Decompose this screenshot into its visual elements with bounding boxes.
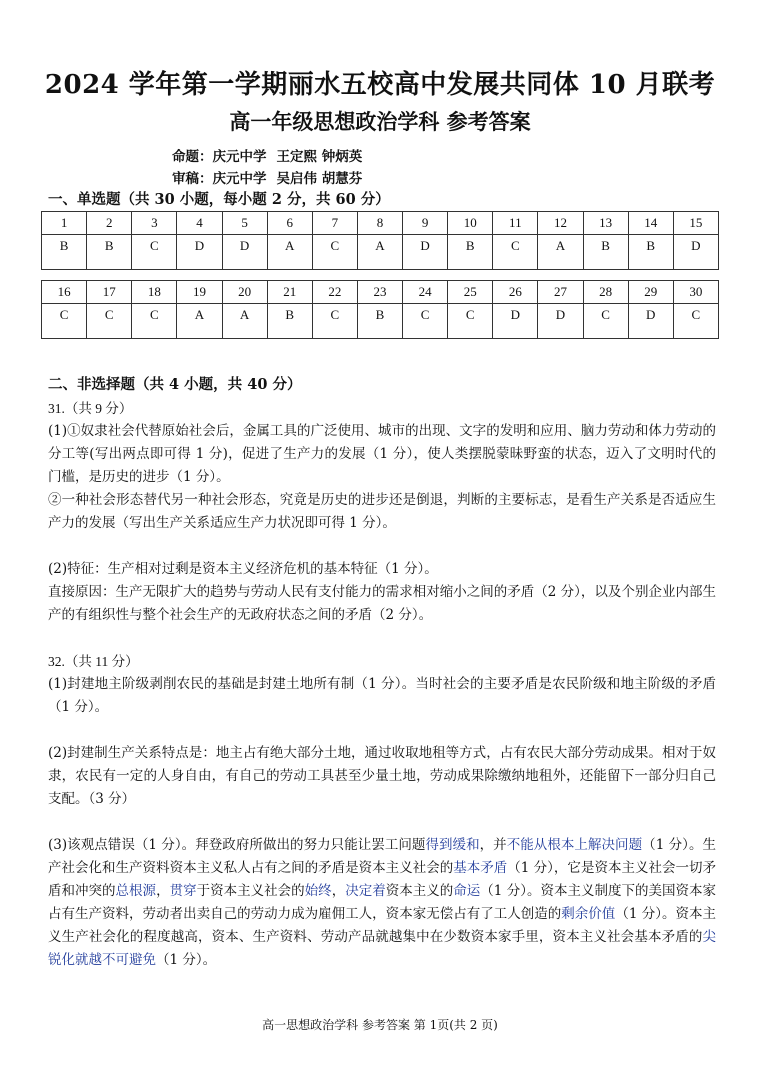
q31-label: 31.（共 9 分） <box>48 401 133 416</box>
exam-title: 2024 学年第一学期丽水五校高中发展共同体 10 月联考 <box>44 70 716 100</box>
q32-p3-text: （1 分）。 <box>156 952 217 968</box>
q32-p3-text: ， <box>156 883 170 899</box>
question-number-cell: 16 <box>42 281 87 304</box>
reviewer-school: 庆元中学 <box>212 171 267 187</box>
keyword-highlight: 尖锐化就越不可避免 <box>48 929 716 968</box>
answer-key-cell: C <box>312 235 357 270</box>
answer-key-cell: A <box>357 235 402 270</box>
q31-part1-paragraph: (1)①奴隶社会代替原始社会后，金属工具的广泛使用、城市的出现、文字的发明和应用、脑力劳动和体力劳动的分工等(写出两点即可得 1 分)，促进了生产力的发展（1 分），使人类摆脱蒙昧野蛮的状态，迈入了文明时代的门槛，是历史的进步（1 分）。 <box>48 423 716 485</box>
question-number-cell: 10 <box>448 212 493 235</box>
question-number-cell: 25 <box>448 281 493 304</box>
answer-key-cell: D <box>628 304 673 339</box>
exam-subtitle: 高一年级思想政治学科 参考答案 <box>229 109 531 134</box>
keyword-highlight: 不能从根本上解决问题 <box>506 837 643 853</box>
answer-key-cell: B <box>448 235 493 270</box>
question-number-cell: 9 <box>403 212 448 235</box>
question-number-cell: 7 <box>312 212 357 235</box>
answer-body <box>48 397 716 972</box>
keyword-highlight: 决定着 <box>345 883 386 899</box>
question-number-row <box>42 281 719 304</box>
q31-part2-cause: 直接原因：生产无限扩大的趋势与劳动人民有支付能力的需求相对缩小之间的矛盾（2 分），以及个别企业内部生产的有组织性与整个社会生产的无政府状态之间的矛盾（2 分）。 <box>48 584 716 623</box>
answer-key-cell: C <box>312 304 357 339</box>
answer-key-cell: C <box>87 304 132 339</box>
question-number-cell: 8 <box>357 212 402 235</box>
answer-key-cell: B <box>42 235 87 270</box>
reviewer-names: 吴启伟 胡慧芬 <box>276 171 363 187</box>
q32-p3-text: （1 分）。资本主义制度下的美国资本家占有生产资料，劳动者出卖自己的劳动力成为雇佣工人，资本家无偿占有了工人创造的 <box>48 883 717 922</box>
q32-part1-paragraph: (1)封建地主阶级剥削农民的基础是封建土地所有制（1 分）。当时社会的主要矛盾是农民阶级和地主阶级的矛盾（1 分）。 <box>48 676 716 715</box>
q32-p3-text: ， <box>331 883 346 899</box>
answer-key-cell: C <box>583 304 628 339</box>
reviewer-label: 审稿： <box>172 171 213 187</box>
q32-p3-text: （1 分）。资本主义生产社会化的程度越高，资本、生产资料、劳动产品就越集中在少数资本家手里，资本主义社会基本矛盾的 <box>48 906 716 945</box>
proposer-line <box>172 145 362 165</box>
question-number-cell: 26 <box>493 281 538 304</box>
question-number-cell: 6 <box>267 212 312 235</box>
answer-key-row <box>42 235 719 270</box>
keyword-highlight: 始终 <box>304 883 332 899</box>
question-number-row <box>42 212 719 235</box>
answer-key-cell: D <box>222 235 267 270</box>
q32-p3-text: ，并 <box>479 837 507 853</box>
answer-key-cell: C <box>132 304 177 339</box>
answer-key-cell: D <box>538 304 583 339</box>
answer-key-cell: C <box>132 235 177 270</box>
reviewer-line <box>172 167 362 187</box>
question-number-cell: 24 <box>403 281 448 304</box>
answer-key-cell: A <box>267 235 312 270</box>
table-spacer-row <box>42 270 719 281</box>
question-number-cell: 11 <box>493 212 538 235</box>
answer-key-cell: D <box>403 235 448 270</box>
keyword-highlight: 总根源 <box>115 883 157 899</box>
q32-part2-paragraph: (2)封建制生产关系特点是：地主占有绝大部分土地，通过收取地租等方式，占有农民大部分劳动成果。相对于奴隶，农民有一定的人身自由，有自己的劳动工具甚至少量土地，劳动成果除缴纳地租外，还能留下一部分归自己支配。（3 分） <box>48 745 716 807</box>
proposer-label: 命题： <box>172 149 213 165</box>
section1-heading: 一、单选题（共 30 小题，每小题 2 分，共 60 分） <box>48 191 390 208</box>
question-number-cell: 13 <box>583 212 628 235</box>
question-number-cell: 18 <box>132 281 177 304</box>
answer-table <box>41 211 719 339</box>
question-number-cell: 29 <box>628 281 673 304</box>
answer-key-cell: C <box>42 304 87 339</box>
question-number-cell: 15 <box>673 212 718 235</box>
question-number-cell: 23 <box>357 281 402 304</box>
proposer-names: 王定熙 钟炳英 <box>276 149 363 165</box>
answer-key-cell: C <box>493 235 538 270</box>
q32-label: 32.（共 11 分） <box>48 654 139 669</box>
proposer-school: 庆元中学 <box>212 149 267 165</box>
table-spacer-cell <box>42 270 719 281</box>
answer-key-row <box>42 304 719 339</box>
question-number-cell: 12 <box>538 212 583 235</box>
question-number-cell: 5 <box>222 212 267 235</box>
answer-key-cell: B <box>87 235 132 270</box>
answer-key-cell: D <box>177 235 222 270</box>
page-footer: 高一思想政治学科 参考答案 第 1页(共 2 页) <box>262 1018 498 1032</box>
question-number-cell: 1 <box>42 212 87 235</box>
keyword-highlight: 剩余价值 <box>561 906 616 922</box>
q32-part3-paragraph <box>48 834 716 972</box>
q32-p3-text: （1 分），它是资本主义社会一切矛盾和冲突的 <box>48 860 717 899</box>
question-number-cell: 17 <box>87 281 132 304</box>
question-number-cell: 3 <box>132 212 177 235</box>
answer-key-cell: A <box>538 235 583 270</box>
question-number-cell: 19 <box>177 281 222 304</box>
question-number-cell: 30 <box>673 281 718 304</box>
answer-key-cell: B <box>628 235 673 270</box>
keyword-highlight: 基本矛盾 <box>453 860 508 876</box>
question-number-cell: 14 <box>628 212 673 235</box>
answer-key-cell: B <box>583 235 628 270</box>
keyword-highlight: 命运 <box>453 883 481 899</box>
question-number-cell: 4 <box>177 212 222 235</box>
answer-key-cell: D <box>493 304 538 339</box>
q32-p3-text: （1 分）。生产社会化和生产资料资本主义私人占有之间的矛盾是资本主义社会的 <box>48 837 717 876</box>
q32-p3-text: 于资本主义社会的 <box>196 883 305 899</box>
question-number-cell: 28 <box>583 281 628 304</box>
q31-part2-feature: (2)特征：生产相对过剩是资本主义经济危机的基本特征（1 分）。 <box>48 561 438 577</box>
question-number-cell: 2 <box>87 212 132 235</box>
answer-key-cell: C <box>448 304 493 339</box>
answer-key-cell: A <box>177 304 222 339</box>
answer-key-cell: D <box>673 235 718 270</box>
keyword-highlight: 贯穿 <box>169 883 197 899</box>
keyword-highlight: 得到缓和 <box>425 837 480 853</box>
question-number-cell: 20 <box>222 281 267 304</box>
answer-key-cell: C <box>673 304 718 339</box>
q31-part1-second-paragraph: ②一种社会形态替代另一种社会形态，究竟是历史的进步还是倒退，判断的主要标志，是看生产关系是否适应生产力的发展（写出生产关系适应生产力状况即可得 1 分）。 <box>48 492 716 531</box>
answer-key-cell: A <box>222 304 267 339</box>
question-number-cell: 22 <box>312 281 357 304</box>
q32-p3-text: (3)该观点错误（1 分）。拜登政府所做出的努力只能让罢工问题 <box>48 837 426 853</box>
answer-key-cell: C <box>403 304 448 339</box>
answer-key-cell: B <box>357 304 402 339</box>
q32-p3-text: 资本主义的 <box>385 883 454 899</box>
question-number-cell: 21 <box>267 281 312 304</box>
question-number-cell: 27 <box>538 281 583 304</box>
answer-key-cell: B <box>267 304 312 339</box>
section2-heading: 二、非选择题（共 4 小题，共 40 分） <box>48 376 302 393</box>
